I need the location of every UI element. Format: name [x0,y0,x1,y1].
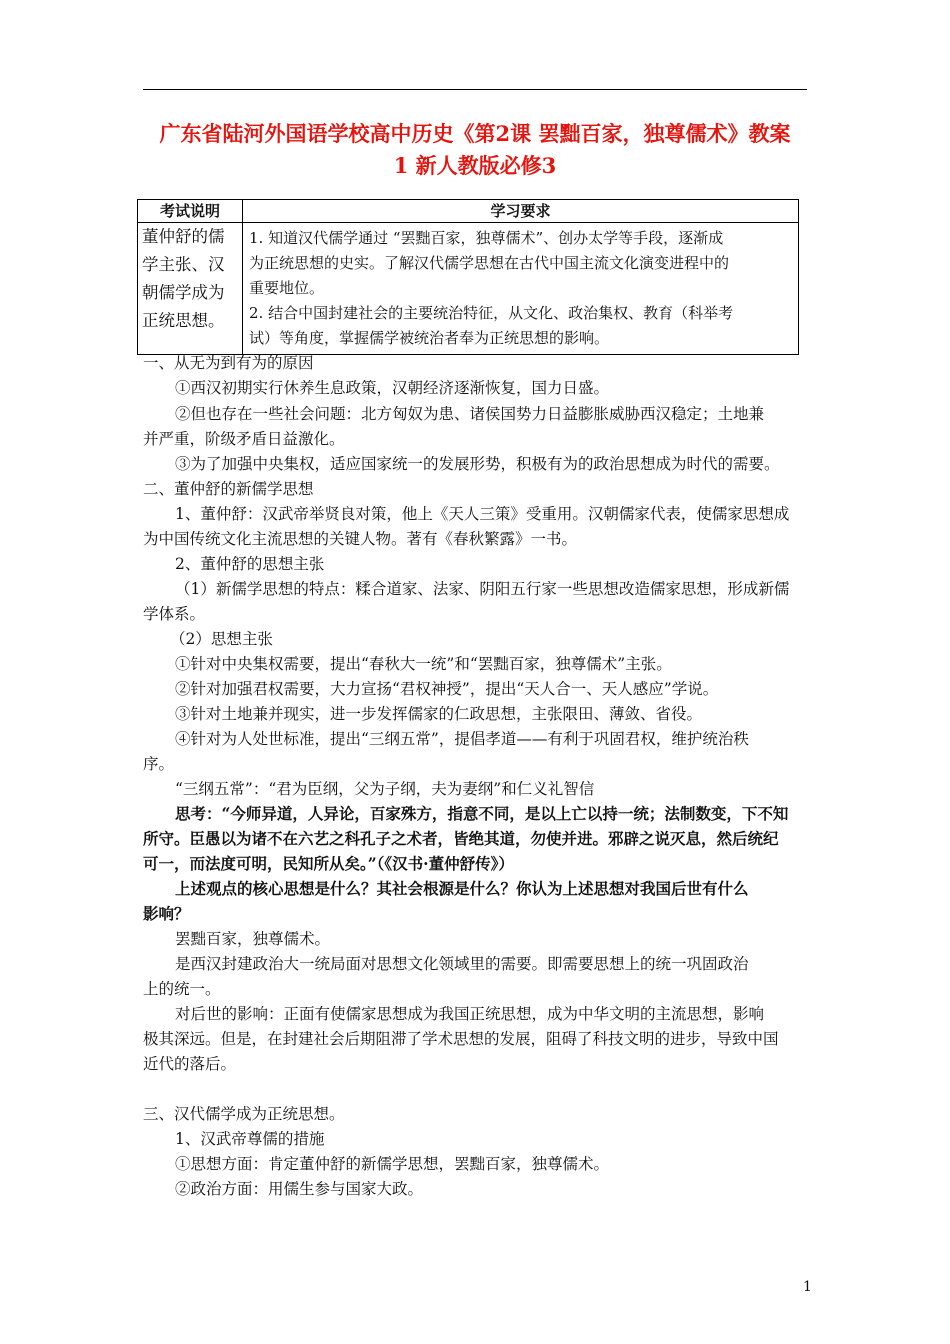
page-number: 1 [803,1279,812,1295]
body-line: ①思想方面：肯定董仲舒的新儒学思想，罢黜百家，独尊儒术。 [175,1155,610,1173]
think-quote-line: 可一，而法度可明，民知所从矣。”（《汉书·董仲舒传》） [143,854,514,873]
think-quote-line: 所守。臣愚以为诸不在六艺之科孔子之术者，皆绝其道，勿使并进。邪辟之说灭息，然后统纪 [143,829,779,848]
body-line: （2）思想主张 [170,630,273,648]
requirement-line: 为正统思想的史实。了解汉代儒学思想在古代中国主流文化演变进程中的 [249,254,730,272]
body-line: 是西汉封建政治大一统局面对思想文化领域里的需要。即需要思想上的统一巩固政治 [175,955,749,973]
table-row [138,223,799,355]
body-line: （1）新儒学思想的特点：糅合道家、法家、阴阳五行家一些思想改造儒家思想，形成新儒 [175,580,790,598]
document-title-line-1: 广东省陆河外国语学校高中历史《第2课 罢黜百家，独尊儒术》教案 [159,121,791,146]
learning-requirements-cell [243,223,799,355]
requirement-line: 1. 知道汉代儒学通过 “罢黜百家，独尊儒术”、创办太学等手段，逐渐成 [249,229,724,247]
think-quote-line: 思考：“今师异道，人异论，百家殊方，指意不同，是以上亡以持一统；法制数变，下不知 [175,804,789,823]
body-line: 1、董仲舒：汉武帝举贤良对策，他上《天人三策》受重用。汉朝儒家代表，使儒家思想成 [175,505,790,523]
requirements-table [137,199,799,355]
body-line: 学体系。 [143,605,206,623]
body-line: 2、董仲舒的思想主张 [175,555,325,573]
body-line: 近代的落后。 [143,1055,237,1073]
document-title-line-2: 1 新人教版必修3 [393,153,557,178]
body-line: ①针对中央集权需要，提出“春秋大一统”和“罢黜百家，独尊儒术”主张。 [175,655,672,673]
body-line: ②针对加强君权需要，大力宣扬“君权神授”，提出“天人合一、天人感应”学说。 [175,680,719,698]
exam-notes-cell [138,223,243,355]
body-line: 并严重，阶级矛盾日益激化。 [143,430,345,448]
body-line: ①西汉初期实行休养生息政策，汉朝经济逐渐恢复，国力日盛。 [175,379,610,397]
exam-notes-line: 董仲舒的儒 [142,227,225,246]
exam-notes-line: 朝儒学成为 [142,283,225,302]
body-line: ②但也存在一些社会问题：北方匈奴为患、诸侯国势力日益膨胀威胁西汉稳定；土地兼 [175,405,765,423]
body-line: ③针对土地兼并现实，进一步发挥儒家的仁政思想，主张限田、薄敛、省役。 [175,705,703,723]
body-line: 罢黜百家，独尊儒术。 [175,930,331,948]
table-header-row [138,200,799,223]
body-line: “三纲五常”：“君为臣纲，父为子纲，夫为妻纲”和仁义礼智信 [175,780,595,798]
body-line: 对后世的影响：正面有使儒家思想成为我国正统思想，成为中华文明的主流思想，影响 [175,1005,765,1023]
question-line: 影响？ [143,904,190,923]
exam-notes-line: 学主张、汉 [142,255,225,274]
body-line: 上的统一。 [143,980,221,998]
requirement-line: 2. 结合中国封建社会的主要统治特征，从文化、政治集权、教育（科举考 [249,304,734,322]
body-line: 为中国传统文化主流思想的关键人物。著有《春秋繁露》一书。 [143,530,578,548]
exam-notes-line: 正统思想。 [142,311,225,330]
header-exam-notes: 考试说明 [138,200,243,223]
body-line: 1、汉武帝尊儒的措施 [175,1130,325,1148]
section-heading-1: 一、从无为到有为的原因 [143,354,314,372]
section-heading-2: 二、董仲舒的新儒学思想 [143,480,314,498]
requirement-line: 试）等角度，掌握儒学被统治者奉为正统思想的影响。 [249,329,610,347]
header-rule [143,89,807,90]
header-learning-requirements: 学习要求 [243,200,799,223]
body-line: 序。 [143,755,175,773]
body-line: ③为了加强中央集权，适应国家统一的发展形势，积极有为的政治思想成为时代的需要。 [175,455,780,473]
body-line: ②政治方面：用儒生参与国家大政。 [175,1180,424,1198]
body-line: ④针对为人处世标准，提出“三纲五常”，提倡孝道——有利于巩固君权，维护统治秩 [175,730,749,748]
section-heading-3: 三、汉代儒学成为正统思想。 [143,1105,345,1123]
question-line: 上述观点的核心思想是什么？其社会根源是什么？你认为上述思想对我国后世有什么 [175,879,749,898]
requirement-line: 重要地位。 [249,279,325,297]
body-line: 极其深远。但是，在封建社会后期阻滞了学术思想的发展，阻碍了科技文明的进步，导致中国 [143,1030,779,1048]
